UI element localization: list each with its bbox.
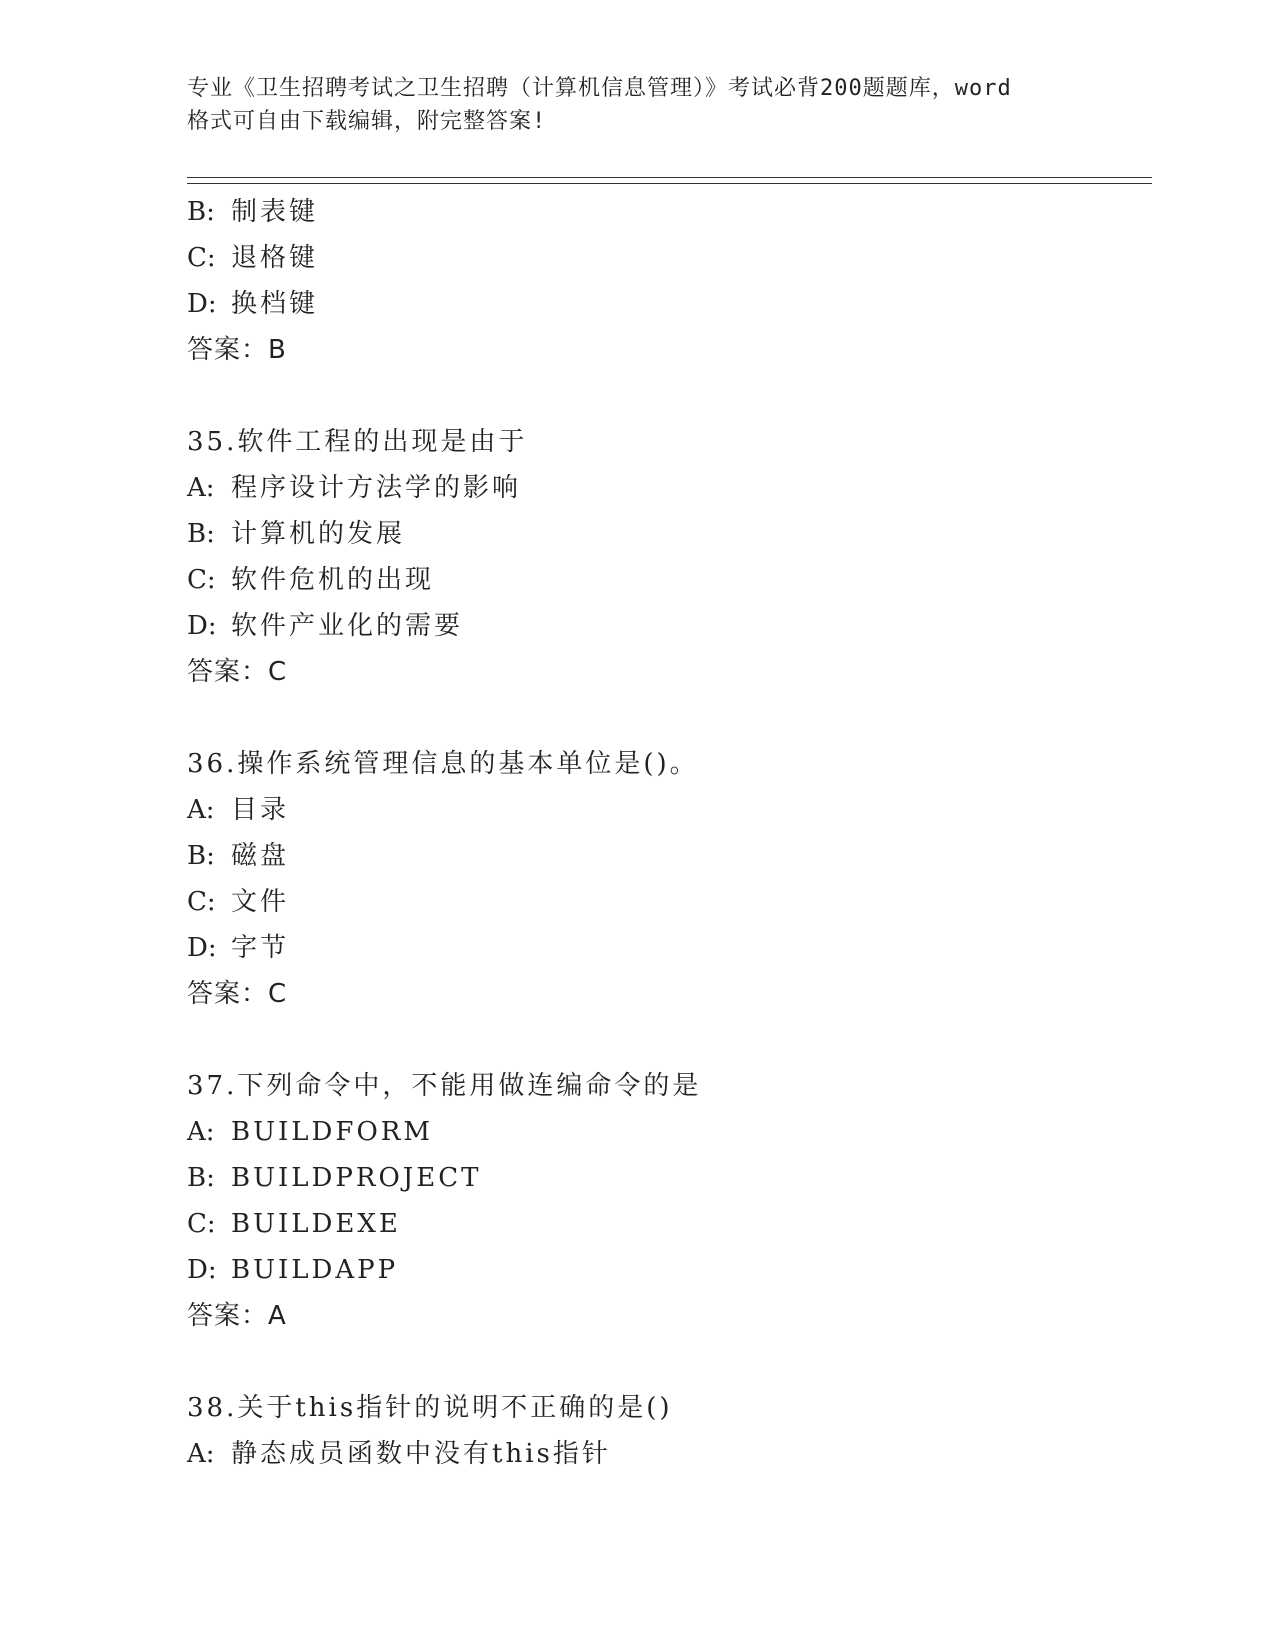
answer-option [187,281,1152,327]
answer-option [187,465,1152,511]
question-text: 38.关于this指针的说明不正确的是() [187,1393,673,1423]
spacer [187,695,1152,741]
answer-option [187,557,1152,603]
answer-key: 答案：C [187,657,288,687]
option-key: D: [187,611,217,641]
header-line-1: 专业《卫生招聘考试之卫生招聘（计算机信息管理）》考试必背200题题库，word [187,76,1012,101]
spacer [187,373,1152,419]
spacer [187,1339,1152,1385]
option-text: BUILDEXE [231,1209,401,1239]
option-key: B: [187,1163,215,1193]
option-text: 目录 [231,795,290,825]
option-text: BUILDAPP [231,1255,399,1285]
answer-option [187,1431,1152,1477]
answer-option [187,925,1152,971]
answer-option [187,235,1152,281]
option-key: D: [187,933,217,963]
option-key: B: [187,841,215,871]
answer-option [187,787,1152,833]
option-key: C: [187,887,216,917]
option-key: C: [187,565,216,595]
option-text: 软件危机的出现 [231,565,435,595]
option-key: D: [187,1255,217,1285]
answer-option [187,833,1152,879]
option-key: A: [187,1439,215,1469]
question-text: 36.操作系统管理信息的基本单位是()。 [187,749,699,779]
document-header [187,72,1087,138]
option-key: C: [187,1209,216,1239]
answer-key: 答案：C [187,979,288,1009]
spacer [187,1017,1152,1063]
option-key: A: [187,1117,215,1147]
option-key: B: [187,197,215,227]
option-key: B: [187,519,215,549]
answer-option [187,1155,1152,1201]
option-text: 磁盘 [231,841,290,871]
option-key: A: [187,473,215,503]
header-divider-top [187,177,1152,178]
option-text: BUILDPROJECT [231,1163,482,1193]
option-text: 软件产业化的需要 [231,611,464,641]
option-text: 静态成员函数中没有this指针 [231,1439,611,1469]
option-text: 文件 [231,887,290,917]
answer-option [187,1201,1152,1247]
option-text: 计算机的发展 [231,519,406,549]
answer-key: 答案：B [187,335,287,365]
answer-option [187,1247,1152,1293]
option-text: 字节 [231,933,290,963]
option-text: 程序设计方法学的影响 [231,473,522,503]
option-text: BUILDFORM [231,1117,433,1147]
header-line-2: 格式可自由下载编辑，附完整答案! [187,109,547,134]
option-text: 退格键 [231,243,319,273]
option-key: A: [187,795,215,825]
option-key: D: [187,289,217,319]
header-divider-bottom [187,183,1152,184]
question-text: 37.下列命令中，不能用做连编命令的是 [187,1071,702,1101]
option-text: 制表键 [231,197,319,227]
option-key: C: [187,243,216,273]
answer-option [187,879,1152,925]
answer-key: 答案：A [187,1301,287,1331]
answer-option [187,511,1152,557]
question-list [187,189,1152,1477]
answer-option [187,603,1152,649]
question-text: 35.软件工程的出现是由于 [187,427,528,457]
answer-option [187,1109,1152,1155]
answer-option [187,189,1152,235]
option-text: 换档键 [231,289,319,319]
